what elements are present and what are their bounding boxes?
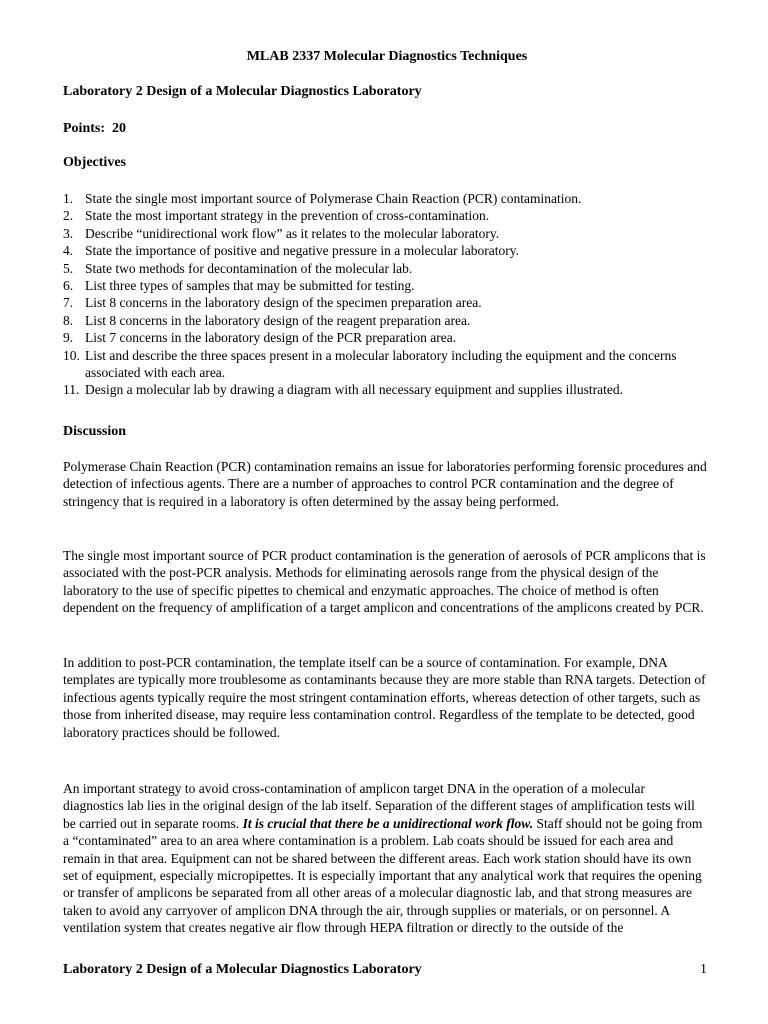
discussion-paragraph-4 [63, 780, 708, 937]
item-text: List 7 concerns in the laboratory design of the PCR preparation area. [85, 330, 457, 346]
lab-title: Laboratory 2 Design of a Molecular Diagnostics Laboratory [63, 84, 422, 99]
item-number: 5. [63, 260, 74, 276]
list-item [63, 312, 703, 329]
list-item [63, 329, 703, 346]
paragraph-text: An important strategy to avoid cross-contamination of amplicon target DNA in the operation of a molecular diagnostics lab lies in the original design of the lab itself. Separation of the different stages of amplification tests will be carried out in separate rooms. [63, 781, 695, 831]
item-number: 3. [63, 225, 74, 241]
item-number: 2. [63, 208, 74, 224]
item-text: State two methods for decontamination of the molecular lab. [85, 260, 413, 276]
list-item [63, 294, 703, 311]
item-number: 7. [63, 295, 74, 311]
item-text: List and describe the three spaces present in a molecular laboratory including the equipment and the concerns associated with each area. [85, 347, 677, 381]
item-text: List 8 concerns in the laboratory design of the reagent preparation area. [85, 312, 471, 328]
item-number: 6. [63, 278, 74, 294]
item-text: List 8 concerns in the laboratory design of the specimen preparation area. [85, 295, 482, 311]
item-text: State the importance of positive and negative pressure in a molecular laboratory. [85, 243, 519, 259]
discussion-heading: Discussion [63, 424, 127, 439]
item-number: 4. [63, 243, 74, 259]
item-number: 10. [63, 347, 80, 363]
page-number: 1 [700, 962, 707, 977]
paragraph-text: Staff should not be going from a “contaminated” area to an area where contamination is a problem. Lab coats should be issued for each area and remain in that area. Equipment can not be shared between the different areas. Each work station should have its own set of equipment, especially micropipettes. It is especially important that any analytical work that requires the opening or transfer of amplicons be separated from all other areas of a molecular diagnostic lab, and that strong measures are taken to avoid any carryover of amplicon DNA through the air, through supplies or materials, or on personnel. A ventilation system that creates negative air flow through HEPA filtration or directly to the outside of the [63, 815, 703, 936]
item-text: Describe “unidirectional work flow” as it relates to the molecular laboratory. [85, 225, 500, 241]
item-number: 11. [63, 382, 80, 398]
item-text: Design a molecular lab by drawing a diagram with all necessary equipment and supplies illustrated. [85, 382, 623, 398]
item-number: 8. [63, 312, 74, 328]
discussion-paragraph-3: In addition to post-PCR contamination, the template itself can be a source of contamination. For example, DNA templates are typically more troublesome as contaminants because they are more stable than RNA targets. Detection of infectious agents typically require the most stringent contamination efforts, whereas detection of other targets, such as those from inherited disease, may require less contamination control. Regardless of the template to be detected, good laboratory practices should be followed. [63, 655, 706, 740]
list-item [63, 277, 703, 294]
footer-title: Laboratory 2 Design of a Molecular Diagnostics Laboratory [63, 962, 422, 977]
list-item [63, 190, 703, 207]
objectives-list [63, 190, 703, 399]
discussion-paragraph-1: Polymerase Chain Reaction (PCR) contamination remains an issue for laboratories performing forensic procedures and detection of infectious agents. There are a number of approaches to control PCR contamination and the degree of stringency that is required in a laboratory is often determined by the assay being performed. [63, 459, 707, 509]
item-text: State the most important strategy in the prevention of cross-contamination. [85, 208, 490, 224]
list-item [63, 381, 703, 398]
objectives-heading: Objectives [63, 155, 126, 170]
item-number: 9. [63, 330, 74, 346]
list-item [63, 225, 703, 242]
list-item [63, 347, 703, 382]
list-item [63, 207, 703, 224]
list-item [63, 242, 703, 259]
item-text: State the single most important source of Polymerase Chain Reaction (PCR) contamination. [85, 191, 582, 206]
item-text: List three types of samples that may be submitted for testing. [85, 278, 415, 294]
list-item [63, 260, 703, 277]
points-label: Points: 20 [63, 121, 126, 136]
discussion-paragraph-2: The single most important source of PCR product contamination is the generation of aerosols of PCR amplicons that is associated with the post-PCR analysis. Methods for eliminating aerosols range from the physical design of the laboratory to the use of specific pipettes to chemical and enzymatic approaches. The choice of method is often dependent on the frequency of amplification of a target amplicon and concentrations of the amplicons created by PCR. [63, 548, 706, 616]
emphasis-text: It is crucial that there be a unidirectional work flow. [242, 815, 534, 831]
course-title: MLAB 2337 Molecular Diagnostics Techniques [246, 49, 528, 64]
item-number: 1. [63, 191, 74, 206]
